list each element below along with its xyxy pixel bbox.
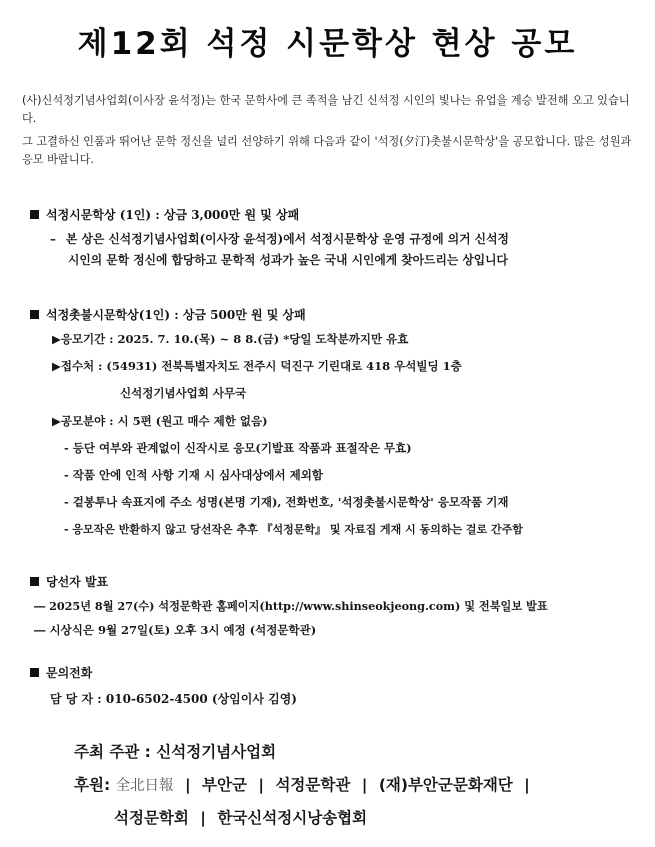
award2-heading: [30, 306, 306, 323]
intro-paragraph-1: [22, 92, 632, 128]
rule-item-2: - 작품 안에 인적 사항 기재 시 심사대상에서 제외함: [64, 468, 323, 482]
intro-paragraph-2: [22, 133, 632, 169]
rule-item-3: - 겉봉투나 속표지에 주소 성명(본명 기재), 전화번호, '석정촛불시문학상' 응모작품 기재: [64, 495, 509, 509]
winners-line-2: ― 시상식은 9월 27일(토) 오후 3시 예정 (석정문학관): [34, 623, 317, 637]
support-recitation-association: 한국신석정시낭송협회: [217, 809, 368, 827]
separator: |: [184, 776, 191, 794]
dash-bullet-icon: –: [50, 232, 56, 246]
award1-heading-text: 석정시문학상 (1인) : 상금 3,000만 원 및 상패: [46, 208, 300, 222]
rule-item-4: - 응모작은 반환하지 않고 당선작은 추후 『석정문학』 및 자료집 게재 시 동의하는 걸로 간주함: [64, 523, 523, 536]
host-line: 주최 주관 : 신석정기념사업회: [74, 743, 277, 761]
intro-text-2: 그 고결하신 인품과 뛰어난 문학 정신을 널리 선양하기 위해 다음과 같이 '석정(夕汀)촛불시문학상'을 공모합니다. 많은 성원과 응모 바랍니다.: [22, 135, 632, 166]
entry-period: ▶응모기간 : 2025. 7. 10.(목) ~ 8 8.(금) *당일 도착분까지만 유효: [52, 332, 409, 346]
support-culture-foundation: (재)부안군문화재단: [378, 776, 513, 794]
support-line-1: [74, 773, 536, 795]
support-label: 후원:: [74, 776, 111, 794]
support-line-2: [114, 806, 367, 828]
support-literature-hall: 석정문학관: [275, 776, 351, 794]
entry-address: ▶접수처 : (54931) 전북특별자치도 전주시 덕진구 기린대로 418 우석빌딩 1층: [52, 359, 462, 373]
separator: |: [200, 809, 206, 827]
entry-field: ▶공모분야 : 시 5편 (원고 매수 제한 없음): [52, 414, 268, 428]
award2-heading-text: 석정촛불시문학상(1인) : 상금 500만 원 및 상패: [46, 308, 306, 322]
square-bullet-icon: [30, 577, 39, 586]
award1-description: [50, 229, 620, 271]
separator: |: [361, 776, 368, 794]
contact-line: 담 당 자 : 010-6502-4500 (상임이사 김영): [50, 692, 297, 706]
square-bullet-icon: [30, 310, 39, 319]
intro-text-1: (사)신석정기념사업회(이사장 윤석정)는 한국 문학사에 큰 족적을 남긴 신석정 시인의 빛나는 유업을 계승 발전해 오고 있습니다.: [22, 94, 630, 125]
award1-desc-line-1: 본 상은 신석정기념사업회(이사장 윤석정)에서 석정시문학상 운영 규정에 의거 신석정: [66, 232, 509, 246]
winners-heading-text: 당선자 발표: [46, 575, 109, 589]
contact-heading: [30, 664, 92, 681]
award1-heading: [30, 206, 299, 223]
separator: |: [524, 776, 530, 794]
winners-heading: [30, 573, 108, 590]
contact-heading-text: 문의전화: [46, 666, 93, 680]
entry-address-office: 신석정기념사업회 사무국: [120, 386, 247, 400]
winners-line-1: ― 2025년 8월 27(수) 석정문학관 홈페이지(http://www.shinseokjeong.com) 및 전북일보 발표: [34, 599, 548, 613]
award1-desc-line-2: 시인의 문학 정신에 합당하고 문학적 성과가 높은 국내 시인에게 찾아드리는 상입니다: [68, 253, 508, 267]
square-bullet-icon: [30, 668, 39, 677]
page-title: 제12회 석정 시문학상 현상 공모: [77, 26, 578, 62]
support-literary-society: 석정문학회: [114, 809, 189, 827]
support-buan-county: 부안군: [202, 776, 247, 794]
separator: |: [258, 776, 265, 794]
newspaper-name: 全北日報: [115, 778, 174, 794]
rule-item-1: - 등단 여부와 관계없이 신작시로 응모(기발표 작품과 표절작은 무효): [64, 441, 412, 455]
square-bullet-icon: [30, 210, 39, 219]
